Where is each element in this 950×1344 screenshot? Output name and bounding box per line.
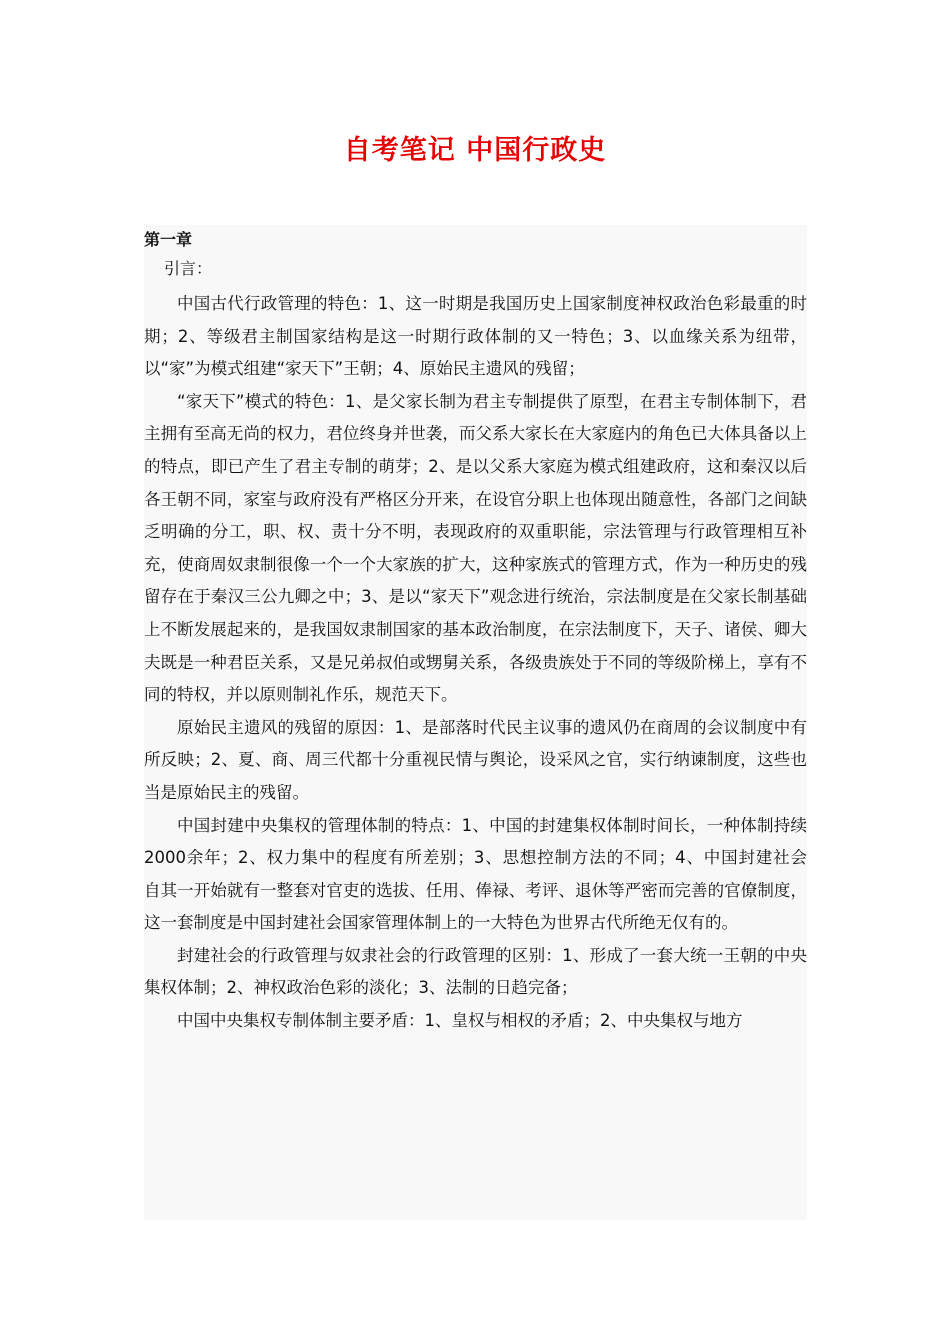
document-body [144,225,824,1220]
paragraph-democracy-remnants: 原始民主遗风的残留的原因：1、是部落时代民主议事的遗风仍在商周的会议制度中有所反映；2、夏、商、周三代都十分重视民情与舆论，设采风之官，实行纳谏制度，这些也当是原始民主的残留。 [144,717,807,802]
paragraph-centralized-system: 中国封建中央集权的管理体制的特点：1、中国的封建集权体制时间长，一种体制持续2000余年；2、权力集中的程度有所差别；3、思想控制方法的不同；4、中国封建社会 自其一开始就有一整套对官吏的选拔、任用、俸禄、考评、退休等严密而完善的官僚制度，这一套制度是中国封建社会国家管理体制上的一大特色为世界古代所绝无仅有的。 [144,815,824,933]
page-title: 自考笔记 中国行政史 [343,135,607,166]
paragraph-family-model: “家天下”模式的特色：1、是父家长制为君主专制提供了原型，在君主专制体制下，君主拥有至高无尚的权力，君位终身并世袭，而父系大家长在大家庭内的角色已大体具备以上的特点，即已产生了君主专制的萌芽；2、是以父系大家庭为模式组建政府，这和秦汉以后各王朝不同，家室与政府没有严格区分开来，在设官分职上也体现出随意性，各部门之间缺乏明确的分工，职、权、责十分不明，表现政府的双重职能，宗法管理与行政管理相互补充，使商周奴隶制很像一个一个大家族的扩大，这种家族式的管理方式，作为一种历史的残留存在于秦汉三公九卿之中；3、是以“家天下”观念进行统治，宗法制度是在父家长制基础上不断发展起来的，是我国奴隶制国家的基本政治制度，在宗法制度下，天子、诸侯、卿大夫既是一种君臣关系，又是兄弟叔伯或甥舅关系，各级贵族处于不同的等级阶梯上，享有不同的特权，并以原则制礼作乐，规范天下。 [144,391,807,705]
paragraph-ancient-features: 中国古代行政管理的特色：1、这一时期是我国历史上国家制度神权政治色彩最重的时期；2、等级君主制国家结构是这一时期行政体制的又一特色；3、以血缘关系为纽带，以“家”为模式组建“家天下”王朝；4、原始民主遗风的残留； [144,294,807,379]
paragraph-main-contradictions: 中国中央集权专制体制主要矛盾：1、皇权与相权的矛盾；2、中央集权与地方 [177,1011,743,1031]
paragraph-feudal-vs-slave: 封建社会的行政管理与奴隶社会的行政管理的区别：1、形成了一套大统一王朝的中央集权体制；2、神权政治色彩的淡化；3、法制的日趋完备； [144,945,807,998]
intro-label: 引言： [164,259,213,278]
chapter-heading: 第一章 [144,230,193,249]
